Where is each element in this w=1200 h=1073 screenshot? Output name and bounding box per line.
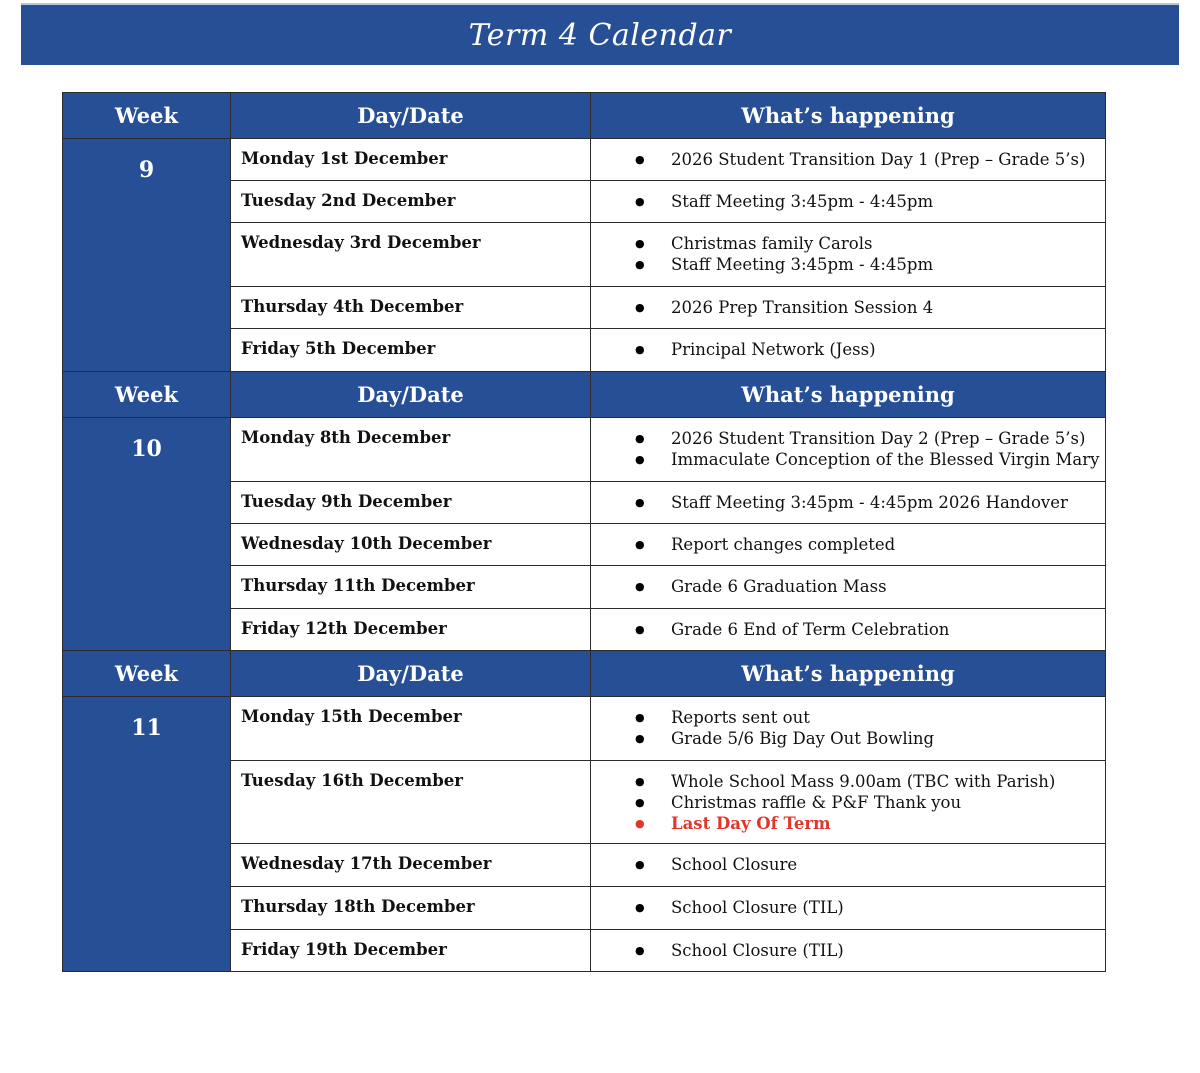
event-item: ● Christmas raffle & P&F Thank you xyxy=(635,792,1105,813)
week-column-header: Week xyxy=(63,93,231,139)
day-date: Thursday 4th December xyxy=(231,287,591,329)
events-cell xyxy=(591,287,1106,329)
event-item: ● Immaculate Conception of the Blessed Virgin Mary xyxy=(635,449,1105,470)
week-number: 10 xyxy=(63,418,231,651)
week-number: 11 xyxy=(63,697,231,972)
event-item: ● Grade 5/6 Big Day Out Bowling xyxy=(635,728,1105,749)
day-date: Tuesday 16th December xyxy=(231,761,591,844)
day-date: Tuesday 2nd December xyxy=(231,181,591,223)
event-list xyxy=(635,492,1105,513)
event-list xyxy=(635,191,1105,212)
events-cell xyxy=(591,223,1106,287)
week-header-row xyxy=(63,651,1106,697)
day-date: Thursday 11th December xyxy=(231,566,591,609)
event-item: ● 2026 Student Transition Day 2 (Prep – Grade 5’s) xyxy=(635,428,1105,449)
day-date: Wednesday 17th December xyxy=(231,844,591,887)
events-cell xyxy=(591,844,1106,887)
event-list xyxy=(635,149,1105,170)
event-item: ● Report changes completed xyxy=(635,534,1105,555)
week-column-header: Week xyxy=(63,651,231,697)
day-date: Friday 5th December xyxy=(231,329,591,372)
event-list xyxy=(635,854,1105,875)
day-row xyxy=(63,139,1106,181)
day-date: Friday 12th December xyxy=(231,609,591,651)
day-date: Wednesday 3rd December xyxy=(231,223,591,287)
event-list xyxy=(635,619,1105,640)
event-item: ● Staff Meeting 3:45pm - 4:45pm xyxy=(635,254,1105,275)
event-list xyxy=(635,297,1105,318)
events-cell xyxy=(591,609,1106,651)
week-number: 9 xyxy=(63,139,231,372)
calendar-table xyxy=(62,92,1106,972)
event-item: ● School Closure (TIL) xyxy=(635,940,1105,961)
event-item: ● School Closure (TIL) xyxy=(635,897,1105,918)
event-item: ● Reports sent out xyxy=(635,707,1105,728)
day-date: Thursday 18th December xyxy=(231,887,591,930)
title-banner xyxy=(21,3,1179,65)
event-item: ● Principal Network (Jess) xyxy=(635,339,1105,360)
event-item: ● Grade 6 End of Term Celebration xyxy=(635,619,1105,640)
day-date: Monday 8th December xyxy=(231,418,591,482)
day-row xyxy=(63,418,1106,482)
event-item: ● 2026 Student Transition Day 1 (Prep – Grade 5’s) xyxy=(635,149,1105,170)
day-date: Tuesday 9th December xyxy=(231,482,591,524)
events-cell xyxy=(591,524,1106,566)
events-cell xyxy=(591,139,1106,181)
event-list xyxy=(635,233,1105,275)
event-list xyxy=(635,940,1105,961)
event-item: ● Staff Meeting 3:45pm - 4:45pm 2026 Handover xyxy=(635,492,1105,513)
events-column-header: What’s happening xyxy=(591,651,1106,697)
event-item: ● 2026 Prep Transition Session 4 xyxy=(635,297,1105,318)
event-list xyxy=(635,707,1105,749)
event-item: ● Whole School Mass 9.00am (TBC with Parish) xyxy=(635,771,1105,792)
events-cell xyxy=(591,930,1106,972)
events-cell xyxy=(591,887,1106,930)
week-header-row xyxy=(63,372,1106,418)
day-date: Monday 1st December xyxy=(231,139,591,181)
event-list xyxy=(635,534,1105,555)
day-row xyxy=(63,697,1106,761)
date-column-header: Day/Date xyxy=(231,93,591,139)
day-date: Wednesday 10th December xyxy=(231,524,591,566)
events-column-header: What’s happening xyxy=(591,372,1106,418)
event-item: ● Staff Meeting 3:45pm - 4:45pm xyxy=(635,191,1105,212)
events-column-header: What’s happening xyxy=(591,93,1106,139)
events-cell xyxy=(591,418,1106,482)
event-item: ● Grade 6 Graduation Mass xyxy=(635,576,1105,597)
day-date: Friday 19th December xyxy=(231,930,591,972)
page-title: Term 4 Calendar xyxy=(468,17,732,53)
events-cell xyxy=(591,566,1106,609)
events-cell xyxy=(591,761,1106,844)
date-column-header: Day/Date xyxy=(231,651,591,697)
event-list xyxy=(635,771,1105,834)
event-list xyxy=(635,339,1105,360)
event-list xyxy=(635,428,1105,470)
event-item: ● School Closure xyxy=(635,854,1105,875)
event-list xyxy=(635,897,1105,918)
event-item-highlight: ● Last Day Of Term xyxy=(635,813,1105,834)
week-header-row xyxy=(63,93,1106,139)
date-column-header: Day/Date xyxy=(231,372,591,418)
events-cell xyxy=(591,697,1106,761)
week-column-header: Week xyxy=(63,372,231,418)
events-cell xyxy=(591,181,1106,223)
events-cell xyxy=(591,482,1106,524)
day-date: Monday 15th December xyxy=(231,697,591,761)
event-list xyxy=(635,576,1105,597)
event-item: ● Christmas family Carols xyxy=(635,233,1105,254)
events-cell xyxy=(591,329,1106,372)
